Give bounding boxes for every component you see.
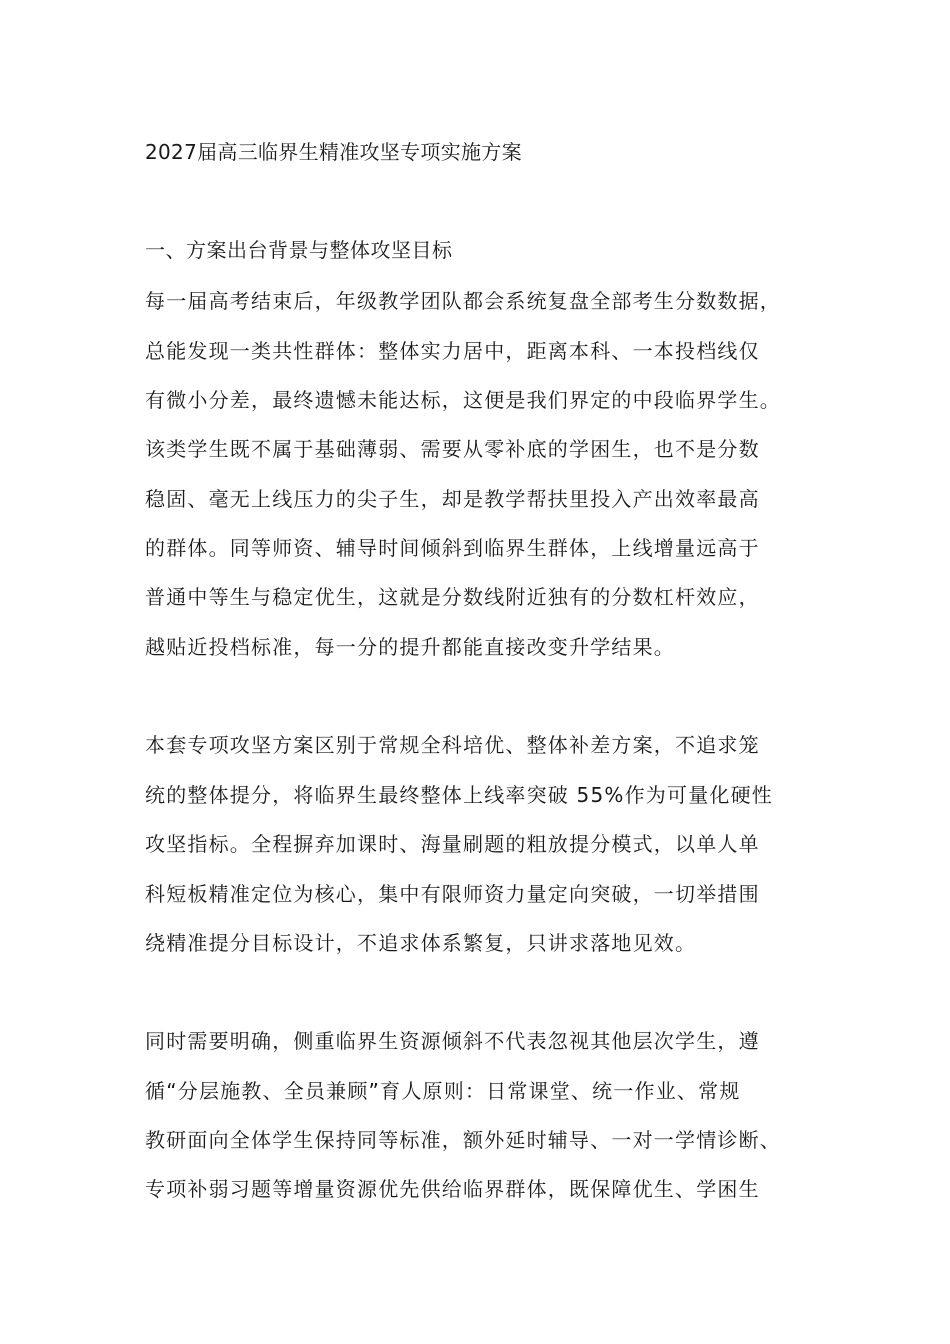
paragraph-3-line-2: 循“分层施教、全员兼顾”育人原则：日常课堂、统一作业、常规 [145,1079,741,1103]
section-heading: 一、方案出台背景与整体攻坚目标 [145,238,453,262]
paragraph-1-line-4: 该类学生既不属于基础薄弱、需要从零补底的学困生，也不是分数 [145,437,760,461]
paragraph-2-line-4: 科短板精准定位为核心，集中有限师资力量定向突破，一切举措围 [145,882,760,906]
paragraph-1-line-2: 总能发现一类共性群体：整体实力居中，距离本科、一本投档线仅 [145,339,760,363]
paragraph-1-line-7: 普通中等生与稳定优生，这就是分数线附近独有的分数杠杆效应， [145,585,760,609]
paragraph-2-line-3: 攻坚指标。全程摒弃加课时、海量刷题的粗放提分模式，以单人单 [145,832,760,856]
paragraph-1-line-5: 稳固、毫无上线压力的尖子生，却是教学帮扶里投入产出效率最高 [145,487,760,511]
paragraph-1-line-6: 的群体。同等师资、辅导时间倾斜到临界生群体，上线增量远高于 [145,536,760,560]
paragraph-1-line-1: 每一届高考结束后，年级教学团队都会系统复盘全部考生分数数据， [145,289,781,313]
paragraph-3-line-3: 教研面向全体学生保持同等标准，额外延时辅导、一对一学情诊断、 [145,1128,781,1152]
document-title: 2027届高三临界生精准攻坚专项实施方案 [145,140,522,164]
paragraph-1-line-8: 越贴近投档标准，每一分的提升都能直接改变升学结果。 [145,635,675,659]
paragraph-2-line-2: 统的整体提分，将临界生最终整体上线率突破 55%作为可量化硬性 [145,783,774,807]
paragraph-1-line-3: 有微小分差，最终遗憾未能达标，这便是我们界定的中段临界学生。 [145,388,781,412]
paragraph-2-line-5: 绕精准提分目标设计，不追求体系繁复，只讲求落地见效。 [145,931,697,955]
paragraph-2-line-1: 本套专项攻坚方案区别于常规全科培优、整体补差方案，不追求笼 [145,733,760,757]
paragraph-3-line-1: 同时需要明确，侧重临界生资源倾斜不代表忽视其他层次学生，遵 [145,1029,760,1053]
paragraph-3-line-4: 专项补弱习题等增量资源优先供给临界群体，既保障优生、学困生 [145,1177,760,1201]
